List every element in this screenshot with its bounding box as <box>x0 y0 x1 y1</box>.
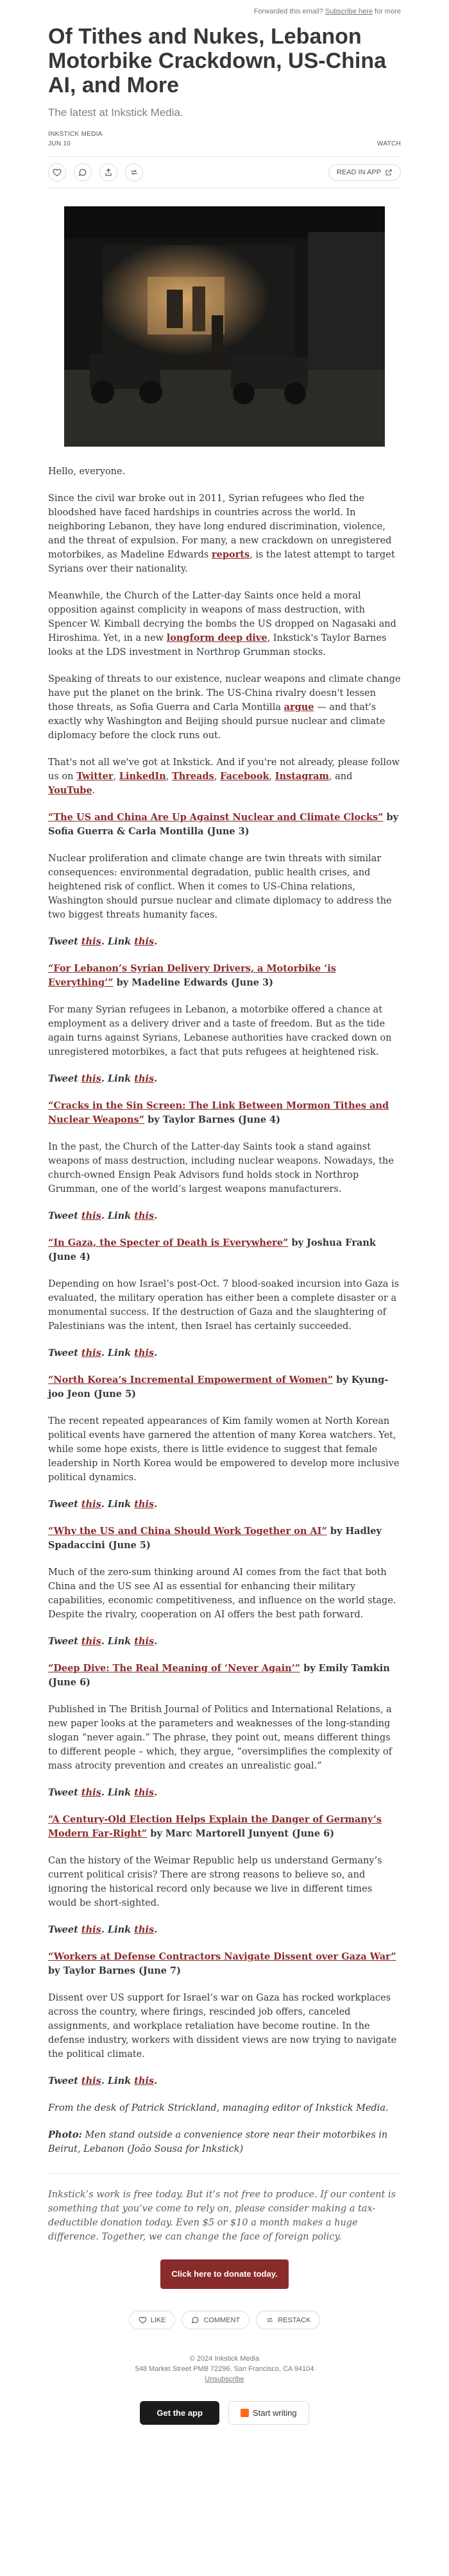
link-this-link[interactable]: this <box>134 1924 155 1935</box>
intro-paragraph: Speaking of threats to our existence, nuclear weapons and climate change have put the planet on the brink. The US-China rivalry doesn't lessen those threats, as Sofia Guerra and Carla Montilla argue — and that's exactly why Washington and Beijing should pursue nuclear and climate diplomacy before the clock runs out. <box>48 674 401 741</box>
tweet-link-row: Tweet this. Link this. <box>48 1210 158 1221</box>
mailing-address: 548 Market Street PMB 72296, San Francisco, CA 94104 <box>135 2365 314 2373</box>
inline-link[interactable]: Threads <box>171 771 214 782</box>
article-link[interactable]: “Cracks in the Sin Screen: The Link Between Mormon Tithes and Nuclear Weapons” <box>48 1100 389 1125</box>
section-heading: “Workers at Defense Contractors Navigate Dissent over Gaza War” by Taylor Barnes (June 7) <box>48 1951 396 1976</box>
article-link[interactable]: “Why the US and China Should Work Together on AI” <box>48 1526 327 1537</box>
article-link[interactable]: “Workers at Defense Contractors Navigate Dissent over Gaza War” <box>48 1951 396 1962</box>
hero-photo[interactable] <box>64 206 385 447</box>
section-heading: “For Lebanon’s Syrian Delivery Drivers, a Motorbike ‘is Everything’” by Madeline Edwards (June 3) <box>48 963 336 988</box>
intro-paragraph: Since the civil war broke out in 2011, Syrian refugees who fled the bloodshed have faced hardships in countries across the world. In neighboring Lebanon, they have long endured discrimination, violence, and the threat of expulsion. For many, a new crackdown on unregistered motorbikes, as Madeline Edwards reports, is the latest attempt to target Syrians over their nationality. <box>48 493 395 574</box>
inline-link[interactable]: Instagram <box>275 771 329 782</box>
tweet-this-link[interactable]: this <box>81 1073 101 1084</box>
link-this-link[interactable]: this <box>134 936 155 947</box>
section-heading: “The US and China Are Up Against Nuclear and Climate Clocks” by Sofia Guerra & Carla Montilla (June 3) <box>48 812 399 837</box>
link-this-link[interactable]: this <box>134 1787 155 1798</box>
photo-caption: Photo: Men stand outside a convenience store near their motorbikes in Beirut, Lebanon (João Sousa for Inkstick) <box>48 2129 388 2154</box>
tweet-link-row: Tweet this. Link this. <box>48 1499 158 1510</box>
tweet-this-link[interactable]: this <box>81 1636 101 1647</box>
section-heading: “North Korea’s Incremental Empowerment of Women” by Kyung-joo Jeon (June 5) <box>48 1375 389 1399</box>
intro-paragraph: That's not all we've got at Inkstick. And if you're not already, please follow us on Twitter, LinkedIn, Threads, Facebook, Instagram, and YouTube. <box>48 757 400 796</box>
footer <box>48 2354 401 2384</box>
link-this-link[interactable]: this <box>134 1073 155 1084</box>
get-app-button[interactable]: Get the app <box>140 2401 219 2425</box>
article-link[interactable]: “The US and China Are Up Against Nuclear and Climate Clocks” <box>48 812 384 823</box>
section-summary: Nuclear proliferation and climate change are twin threats with similar consequences: environmental degradation, public health crises, and heightened risk of conflict. When it comes to US-China relations, Washington should pursue nuclear and climate diplomacy to address the two biggest threats humanity faces. <box>48 854 392 920</box>
section-heading: “Why the US and China Should Work Together on AI” by Hadley Spadaccini (June 5) <box>48 1526 382 1551</box>
post-subtitle: The latest at Inkstick Media. <box>48 106 183 119</box>
donate-appeal: Inkstick’s work is free today. But it’s not free to produce. If our content is something that you’ve come to rely on, please consider making a tax-deductible donation today. Even $5 or $10 a month makes a huge difference. Together, we can change the face of foreign policy. <box>48 2190 396 2242</box>
read-time: WATCH <box>377 140 401 147</box>
section-heading: “A Century-Old Election Helps Explain the Danger of Germany’s Modern Far-Right” by Marc Martorell Junyent (June 6) <box>48 1814 382 1839</box>
tweet-link-row: Tweet this. Link this. <box>48 1636 158 1647</box>
tweet-this-link[interactable]: this <box>81 1210 101 1221</box>
post-date: JUN 10 <box>48 140 71 147</box>
section-summary: Can the history of the Weimar Republic help us understand Germany’s current political crisis? There are strong reasons to believe so, and ignoring the historical record only because we live in different times would be short-sighted. <box>48 1856 382 1908</box>
tweet-this-link[interactable]: this <box>81 1348 101 1358</box>
subscribe-link[interactable]: Subscribe here <box>325 8 373 15</box>
share-icon <box>104 168 113 177</box>
intro-paragraph: Meanwhile, the Church of the Latter-day Saints once held a moral opposition against complicity in weapons of mass destruction, with Spencer W. Kimball decrying the bombs the US dropped on Nagasaki and Hiroshima. Yet, in a new longform deep dive, Inkstick's Taylor Barnes looks at the LDS investment in Northrop Grumman stocks. <box>48 591 396 657</box>
article-link[interactable]: “A Century-Old Election Helps Explain the Danger of Germany’s Modern Far-Right” <box>48 1814 382 1839</box>
editor-signoff: From the desk of Patrick Strickland, managing editor of Inkstick Media. <box>48 2103 389 2113</box>
substack-logo-icon <box>241 2409 249 2417</box>
section-summary: The recent repeated appearances of Kim family women at North Korean political events have garnered the attention of many Korea watchers. Yet, while some hope exists, there is little evidence to suggest that female leadership in North Korea would be empowered to develop more inclusive political dynamics. <box>48 1416 400 1483</box>
comment-icon <box>78 168 87 177</box>
section-summary: Much of the zero-sum thinking around AI comes from the fact that both China and the US see AI as essential for enhancing their military capabilities, economic competitiveness, and influence on the world stage. Despite the rivalry, cooperation on AI offers the best path forward. <box>48 1567 396 1620</box>
section-summary: For many Syrian refugees in Lebanon, a motorbike offered a chance at employment as a delivery driver and a taste of freedom. But as the tide again turns against Syrians, Lebanese authorities have cracked down on unregistered motorbikes, a fact that puts refugees at heightened risk. <box>48 1005 392 1057</box>
inline-link[interactable]: Twitter <box>76 771 114 782</box>
restack-icon <box>130 168 139 177</box>
article-link[interactable]: “For Lebanon’s Syrian Delivery Drivers, a Motorbike ‘is Everything’” <box>48 963 336 988</box>
inline-link[interactable]: reports <box>211 549 250 560</box>
app-buttons <box>48 2401 401 2425</box>
comment-pill-button[interactable]: COMMENT <box>182 2311 250 2329</box>
content-column <box>48 0 401 2425</box>
link-this-link[interactable]: this <box>134 1499 155 1510</box>
tweet-link-row: Tweet this. Link this. <box>48 936 158 947</box>
section-summary: Published in The British Journal of Politics and International Relations, a new paper looks at the parameters and weaknesses of the long-standing slogan “never again.” The phrase, they point out, means different things to different people – which, they argue, “oversimplifies the complexity of mass atrocity prevention and creates an unrealistic goal.” <box>48 1705 392 1771</box>
tweet-this-link[interactable]: this <box>81 1924 101 1935</box>
section-heading: “Cracks in the Sin Screen: The Link Between Mormon Tithes and Nuclear Weapons” by Taylor Barnes (June 4) <box>48 1100 389 1125</box>
link-this-link[interactable]: this <box>134 1210 155 1221</box>
section-summary: Dissent over US support for Israel’s war on Gaza has rocked workplaces across the country, where firings, rescinded job offers, canceled assignments, and workplace retaliation have become routine. In the defense industry, workers with dissident views are now trying to navigate the political climate. <box>48 1993 397 2060</box>
restack-icon <box>266 2316 274 2324</box>
greeting: Hello, everyone. <box>48 466 126 477</box>
tweet-this-link[interactable]: this <box>81 2076 101 2086</box>
tweet-link-row: Tweet this. Link this. <box>48 1348 158 1358</box>
inline-link[interactable]: longform deep dive <box>166 632 267 643</box>
article-sections <box>48 811 401 2088</box>
donate-button[interactable]: Click here to donate today. <box>160 2259 289 2289</box>
engagement-buttons <box>48 2311 401 2329</box>
section-summary: Depending on how Israel’s post-Oct. 7 blood-soaked incursion into Gaza is evaluated, the military operation has either been a complete disaster or a monumental success. If the destruction of Gaza and the slaughtering of Palestinians was the intent, then Israel has certainly succeeded. <box>48 1279 400 1332</box>
comment-button[interactable] <box>74 163 92 181</box>
restack-button[interactable] <box>125 163 143 181</box>
section-heading: “In Gaza, the Specter of Death is Everywhere” by Joshua Frank (June 4) <box>48 1237 376 1262</box>
preheader: Forwarded this email? Subscribe here for more <box>253 8 401 15</box>
post-actions <box>48 156 401 188</box>
tweet-link-row: Tweet this. Link this. <box>48 2076 158 2086</box>
article-link[interactable]: “In Gaza, the Specter of Death is Everywhere” <box>48 1237 289 1248</box>
intro-paragraphs <box>48 491 401 798</box>
heart-icon <box>53 168 62 177</box>
tweet-this-link[interactable]: this <box>81 1787 101 1798</box>
divider <box>48 2173 401 2174</box>
inline-link[interactable]: Facebook <box>220 771 269 782</box>
inline-link[interactable]: LinkedIn <box>119 771 166 782</box>
publication-name[interactable]: INKSTICK MEDIA <box>48 131 103 138</box>
tweet-this-link[interactable]: this <box>81 936 101 947</box>
tweet-link-row: Tweet this. Link this. <box>48 1073 158 1084</box>
tweet-this-link[interactable]: this <box>81 1499 101 1510</box>
inline-link[interactable]: YouTube <box>48 785 92 796</box>
like-pill-button[interactable]: LIKE <box>129 2311 176 2329</box>
unsubscribe-link[interactable]: Unsubscribe <box>205 2375 244 2383</box>
link-this-link[interactable]: this <box>134 1348 155 1358</box>
share-button[interactable] <box>99 163 117 181</box>
article-link[interactable]: “Deep Dive: The Real Meaning of ‘Never Again’” <box>48 1663 301 1674</box>
like-button[interactable] <box>48 163 66 181</box>
tweet-link-row: Tweet this. Link this. <box>48 1924 158 1935</box>
external-link-icon <box>385 169 393 176</box>
restack-pill-button[interactable]: RESTACK <box>256 2311 320 2329</box>
section-summary: In the past, the Church of the Latter-day Saints took a stand against weapons of mass destruction, including nuclear weapons. Nowadays, the church-owned Ensign Peak Advisors fund holds stock in Northrop Grumman, one of the world’s largest weapons manufacturers. <box>48 1142 394 1194</box>
link-this-link[interactable]: this <box>134 1636 155 1647</box>
byline <box>48 131 401 147</box>
section-heading: “Deep Dive: The Real Meaning of ‘Never Again’” by Emily Tamkin (June 6) <box>48 1663 390 1688</box>
tweet-link-row: Tweet this. Link this. <box>48 1787 158 1798</box>
heart-icon <box>139 2316 147 2324</box>
comment-icon <box>191 2316 199 2324</box>
article-link[interactable]: “North Korea’s Incremental Empowerment of Women” <box>48 1375 334 1385</box>
copyright: © 2024 Inkstick Media <box>189 2355 260 2363</box>
post-body <box>48 465 401 2289</box>
start-writing-button[interactable]: Start writing <box>228 2401 309 2425</box>
post-title[interactable]: Of Tithes and Nukes, Lebanon Motorbike Crackdown, US-China AI, and More <box>48 24 387 97</box>
link-this-link[interactable]: this <box>134 2076 155 2086</box>
read-in-app-button[interactable]: READ IN APP <box>328 164 401 181</box>
inline-link[interactable]: argue <box>284 702 314 713</box>
